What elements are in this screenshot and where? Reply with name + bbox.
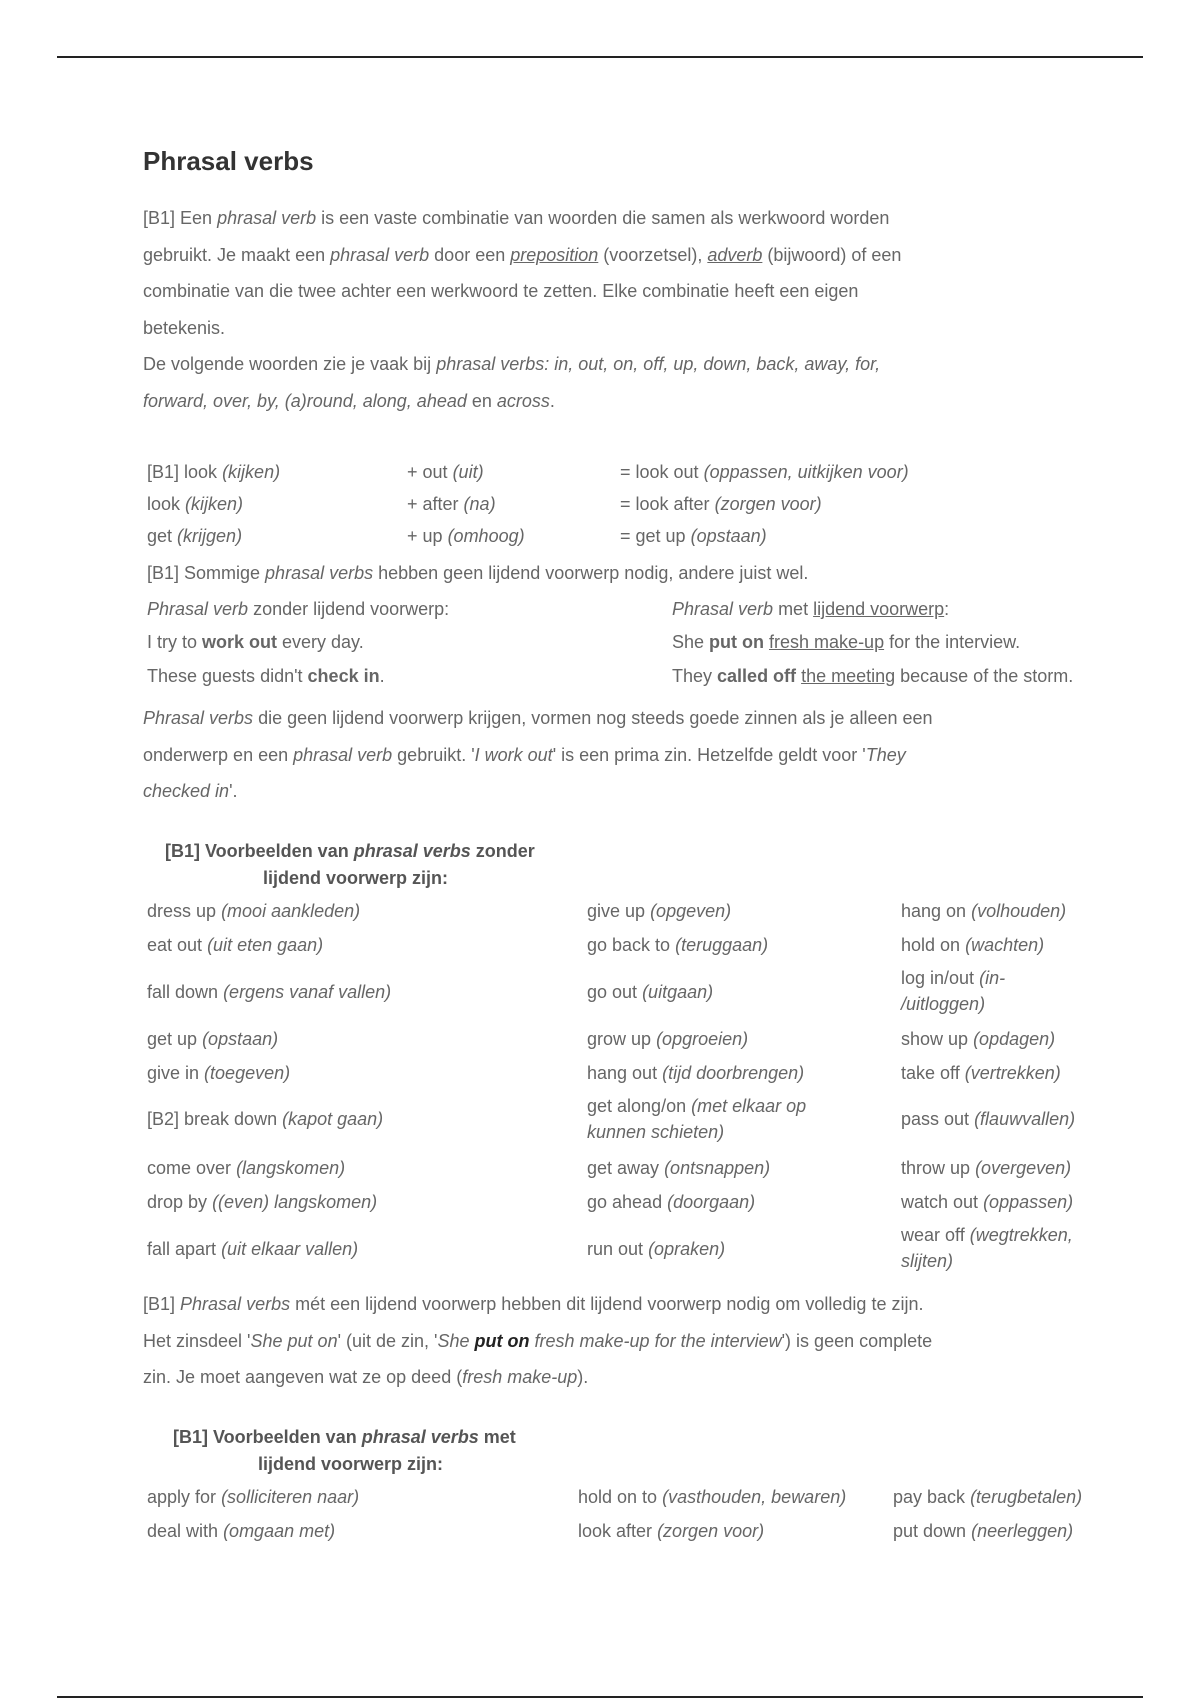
intrans-item: [B2] break down (kapot gaan) [147, 1109, 384, 1129]
object-note: [B1] Sommige phrasal verbs hebben geen lijdend voorwerp nodig, andere juist wel. [147, 563, 809, 583]
compare-left-example: These guests didn't check in. [147, 666, 385, 686]
intransitive-heading: [B1] Voorbeelden van phrasal verbs zonder [165, 841, 535, 861]
formation-result: = look out (oppassen, uitkijken voor) [620, 462, 909, 482]
transitive-heading: [B1] Voorbeelden van phrasal verbs met [173, 1427, 516, 1447]
intrans-item: log in/out (in- /uitloggen) [901, 968, 1006, 1014]
trans-item: hold on to (vasthouden, bewaren) [578, 1487, 847, 1507]
intro-line: gebruikt. Je maakt een phrasal verb door een preposition (voorzetsel), adverb (bijwoord) of een [143, 244, 902, 265]
compare-right-example: They called off the meeting because of the storm. [672, 666, 1074, 686]
intrans-item: go out (uitgaan) [587, 982, 714, 1002]
trans-item: look after (zorgen voor) [578, 1521, 765, 1541]
intrans-item: drop by ((even) langskomen) [147, 1192, 378, 1212]
intrans-item: dress up (mooi aankleden) [147, 901, 361, 921]
explanation-line: Phrasal verbs die geen lijdend voorwerp krijgen, vormen nog steeds goede zinnen als je alleen een [143, 708, 933, 728]
intrans-item: go ahead (doorgaan) [587, 1192, 756, 1212]
intrans-item: throw up (overgeven) [901, 1158, 1072, 1178]
explanation2-line: zin. Je moet aangeven wat ze op deed (fresh make-up). [143, 1367, 589, 1387]
intro-line: betekenis. [143, 317, 226, 338]
compare-left-example: I try to work out every day. [147, 632, 364, 652]
formation-verb: [B1] look (kijken) [147, 462, 281, 482]
explanation-line: onderwerp en een phrasal verb gebruikt. 'I work out' is een prima zin. Hetzelfde geldt voor 'They [143, 744, 906, 765]
intrans-item: come over (langskomen) [147, 1158, 346, 1178]
intrans-item: fall apart (uit elkaar vallen) [147, 1239, 359, 1259]
explanation2-paragraph [143, 1286, 1063, 1396]
top-rule [57, 56, 1143, 58]
intrans-item: grow up (opgroeien) [587, 1029, 749, 1049]
intrans-item: watch out (oppassen) [901, 1192, 1074, 1212]
intrans-item: pass out (flauwvallen) [901, 1109, 1076, 1129]
trans-item: apply for (solliciteren naar) [147, 1487, 360, 1507]
intrans-item: hang out (tijd doorbrengen) [587, 1063, 805, 1083]
intro-line: De volgende woorden zie je vaak bij phrasal verbs: in, out, on, off, up, down, back, away, for, [143, 354, 881, 374]
intro-line: forward, over, by, (a)round, along, ahead en across. [143, 390, 555, 411]
explanation2-line: [B1] Phrasal verbs mét een lijdend voorwerp hebben dit lijdend voorwerp nodig om volledig te zijn. [143, 1294, 924, 1314]
intrans-item: hold on (wachten) [901, 935, 1045, 955]
intrans-item: show up (opdagen) [901, 1029, 1056, 1049]
page-title: Phrasal verbs [143, 146, 314, 176]
intrans-item: get along/on (met elkaar op kunnen schieten) [587, 1096, 807, 1142]
intransitive-heading-line2: lijdend voorwerp zijn: [263, 868, 449, 888]
intrans-item: run out (opraken) [587, 1239, 726, 1259]
compare-right-example: She put on fresh make-up for the interview. [672, 632, 1021, 652]
intrans-item: take off (vertrekken) [901, 1063, 1061, 1083]
transitive-heading-line2: lijdend voorwerp zijn: [258, 1454, 444, 1474]
formation-verb: get (krijgen) [147, 526, 243, 546]
intrans-item: eat out (uit eten gaan) [147, 935, 324, 955]
formation-result: = get up (opstaan) [620, 526, 767, 546]
intrans-item: give up (opgeven) [587, 901, 732, 921]
formation-particle: + after (na) [407, 494, 496, 514]
intro-line: combinatie van die twee achter een werkwoord te zetten. Elke combinatie heeft een eigen [143, 281, 859, 301]
bottom-rule [57, 1696, 1143, 1698]
formation-particle: + out (uit) [407, 462, 484, 482]
intro-line: [B1] Een phrasal verb is een vaste combinatie van woorden die samen als werkwoord worden [143, 208, 890, 228]
explanation2-line: Het zinsdeel 'She put on' (uit de zin, 'She put on fresh make-up for the interview') is geen complete [143, 1330, 933, 1351]
trans-item: deal with (omgaan met) [147, 1521, 336, 1541]
intrans-item: hang on (volhouden) [901, 901, 1067, 921]
intrans-item: give in (toegeven) [147, 1063, 291, 1083]
intrans-item: get away (ontsnappen) [587, 1158, 771, 1178]
intrans-item: fall down (ergens vanaf vallen) [147, 982, 392, 1002]
intro-paragraph [143, 200, 1063, 419]
trans-item: pay back (terugbetalen) [893, 1487, 1083, 1507]
compare-right-heading: Phrasal verb met lijdend voorwerp: [672, 599, 950, 619]
intrans-item: wear off (wegtrekken, slijten) [901, 1225, 1073, 1271]
trans-item: put down (neerleggen) [893, 1521, 1074, 1541]
formation-result: = look after (zorgen voor) [620, 494, 822, 514]
formation-particle: + up (omhoog) [407, 526, 525, 546]
intrans-item: get up (opstaan) [147, 1029, 279, 1049]
compare-left-heading: Phrasal verb zonder lijdend voorwerp: [147, 599, 450, 619]
explanation-line: checked in'. [143, 781, 238, 801]
explanation-paragraph [143, 700, 1063, 810]
intrans-item: go back to (teruggaan) [587, 935, 769, 955]
formation-verb: look (kijken) [147, 494, 244, 514]
